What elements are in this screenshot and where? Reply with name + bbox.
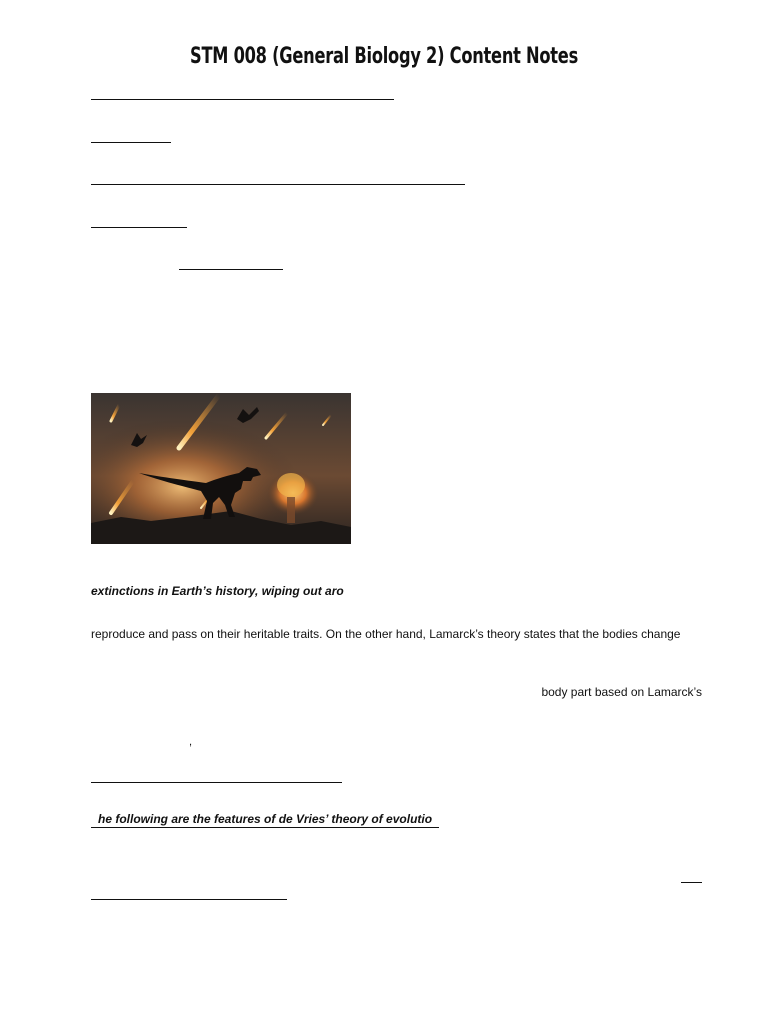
blank-line-5 (179, 269, 283, 270)
blank-line-7 (681, 882, 702, 883)
blank-line-8 (91, 899, 287, 900)
de-vries-heading-text: he following are the features of de Vries’ theory of evolutio (98, 812, 433, 826)
blank-line-6 (91, 782, 342, 783)
blank-line-4 (91, 227, 187, 228)
blank-line-3 (91, 184, 465, 185)
stray-mark: , (189, 736, 193, 748)
page-title: STM 008 (General Biology 2) Content Notes (190, 44, 578, 69)
image-caption-fragment: extinctions in Earth’s history, wiping out aro (91, 584, 344, 598)
blank-line-2 (91, 142, 171, 143)
dinosaur-extinction-image (91, 393, 351, 544)
paragraph-line-1: reproduce and pass on their heritable traits. On the other hand, Lamarck’s theory states that the bodies change (91, 627, 681, 641)
blank-line-1 (91, 99, 394, 100)
de-vries-heading (91, 812, 439, 828)
paragraph-line-2: body part based on Lamarck’s (541, 685, 702, 699)
